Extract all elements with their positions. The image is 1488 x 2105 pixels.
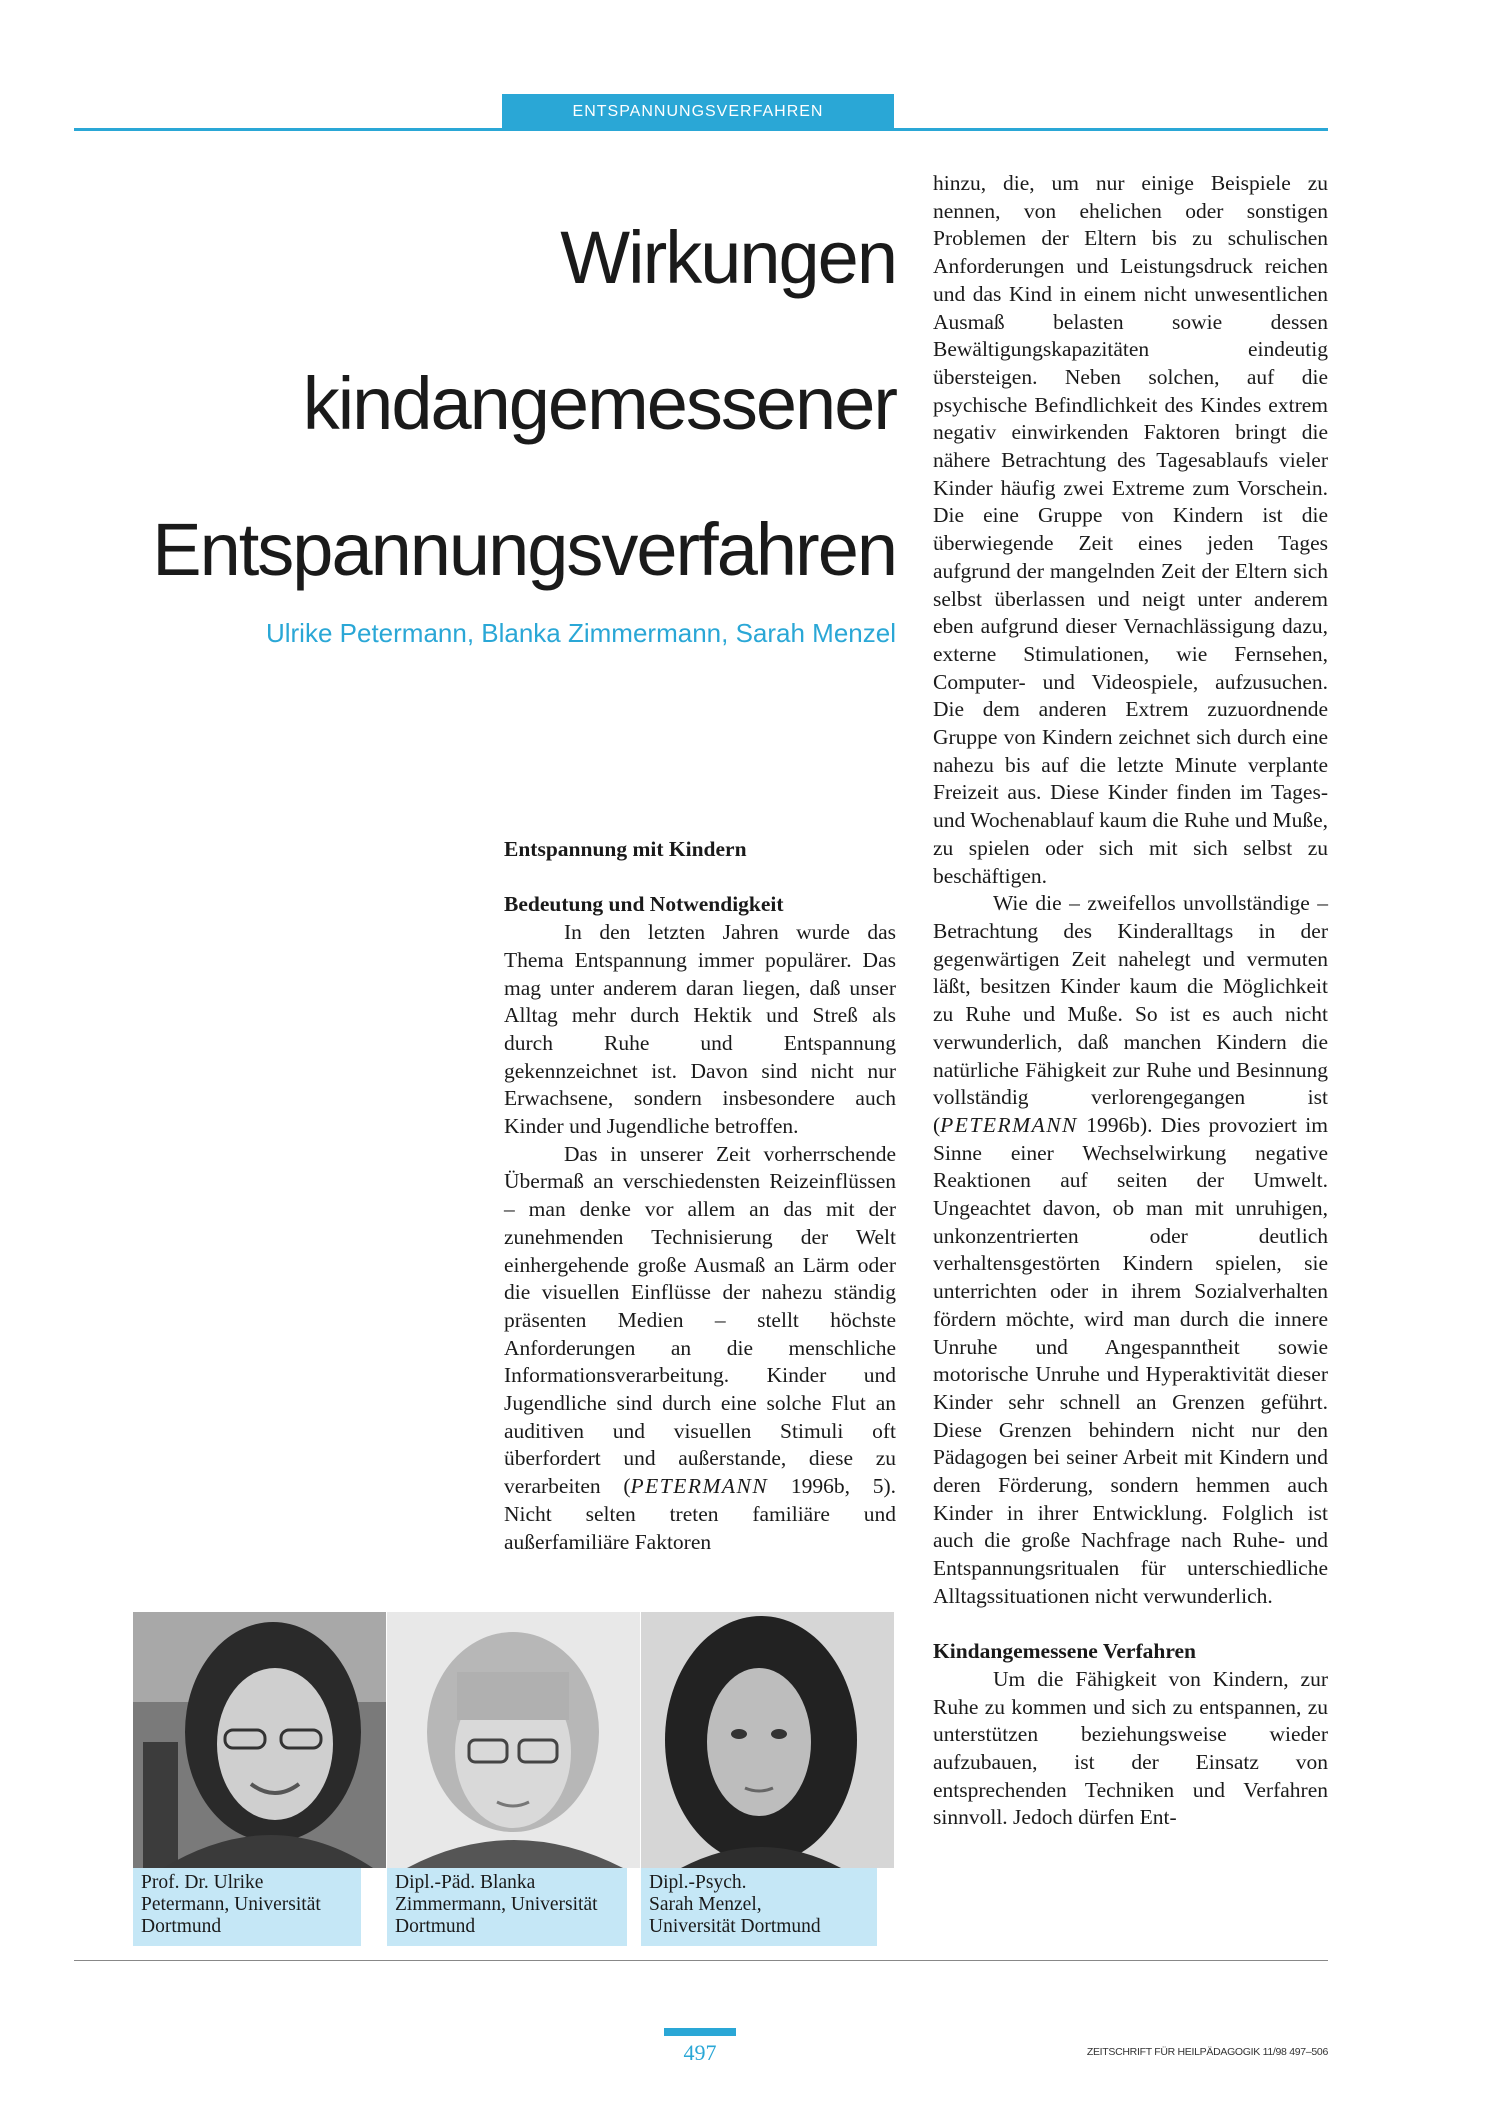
author-photo-petermann [133,1612,386,1868]
author-photos [133,1612,894,1946]
page-number-bar [664,2028,736,2036]
title-line-2: kindangemessener [302,362,896,445]
subsection-heading: Kindangemessene Verfahren [933,1639,1196,1664]
text-column-left [504,836,896,1556]
paragraph: In den letzten Jahren wurde das Thema Entspannung immer populärer. Das mag unter anderem daran liegen, daß unser Alltag mehr durch Hektik und Streß als durch Ruhe und Entspannung gekennzeichnet ist. Davon sind nicht nur Erwachsene, sondern insbesondere auch Kinder und Jugendliche betroffen. [504,920,896,1139]
page-number: 497 [683,2040,717,2065]
paragraph: Das in unserer Zeit vorherrschende Übermaß an verschiedensten Reizeinflüssen – man denke vor allem an das mit der zunehmenden Technisierung der Welt einhergehende große Ausmaß an Lärm oder die visuellen Einflüsse der nahezu ständig präsenten Medien – stellt höchste Anforderungen an die menschliche Informationsverarbeitung. Kinder und Jugendliche sind durch eine solche Flut an auditiven und visuellen Stimuli oft überfordert und außerstande, diese zu verarbeiten (PETERMANN 1996b, 5). Nicht selten treten familiäre und außerfamiliäre Faktoren [504,1141,896,1554]
citation-author: PETERMANN [940,1112,1078,1137]
subsection-heading: Bedeutung und Notwendigkeit [504,892,784,917]
paragraph: Wie die – zweifellos unvollständige – Betrachtung des Kinderalltags in der gegenwärtigen Zeit nahelegt und vermuten läßt, besitzen Kinder kaum die Möglichkeit zu Ruhe und Muße. So ist es auch nicht verwunderlich, daß manchen Kindern die natürliche Fähigkeit zur Ruhe und Besinnung vollständig verlorengegangen ist (PETERMANN 1996b). Dies provoziert im Sinne einer Wechselwirkung negative Reaktionen auf seiten der Umwelt. Ungeachtet davon, ob man mit unruhigen, unkonzentrierten oder deutlich verhaltensgestörten Kindern spielen, sie unterrichten oder in ihrem Sozialverhalten fördern möchte, wird man durch die innere Unruhe und Angespanntheit sowie motorische Unruhe und Hyperaktivität dieser Kinder sehr schnell an Grenzen geführt. Diese Grenzen behindern nicht nur den Pädagogen bei seiner Arbeit mit Kindern und deren Förderung, sondern hemmen auch Kinder in ihrer Entwicklung. Folglich ist auch die große Nachfrage nach Ruhe- und Entspannungsritualen für unterschiedliche Alltagssituationen nicht verwunderlich. [933,891,1328,1608]
paragraph: hinzu, die, um nur einige Beispiele zu nennen, von ehelichen oder sonstigen Problemen der Eltern bis zu schulischen Anforderungen und Leistungsdruck reichen und das Kind in einem nicht unwesentlichen Ausmaß belasten sowie dessen Bewältigungskapazitäten eindeutig übersteigen. Neben solchen, auf die psychische Befindlichkeit des Kindes extrem negativ einwirkenden Faktoren bringt die nähere Betrachtung des Tagesablaufs vieler Kinder häufig zwei Extreme zum Vorschein. Die eine Gruppe von Kindern ist die überwiegende Zeit eines jeden Tages aufgrund der mangelnden Zeit der Eltern sich selbst überlassen und neigt unter anderem eben aufgrund dieser Vernachlässigung dazu, externe Stimulationen, wie Fernsehen, Computer- und Videospiele, aufzusuchen. Die dem anderen Extrem zuzuordnende Gruppe von Kindern zeichnet sich durch eine nahezu bis auf die letzte Minute verplante Freizeit aus. Diese Kinder finden im Tages- und Wochenablauf kaum die Ruhe und Muße, zu spielen oder sich mit sich selbst zu beschäftigen. [933,171,1328,888]
section-label: ENTSPANNUNGSVERFAHREN [502,94,894,130]
paragraph: Um die Fähigkeit von Kindern, zur Ruhe zu kommen und sich zu entspannen, zu unterstützen beziehungsweise wieder aufzubauen, ist der Einsatz von entsprechenden Techniken und Verfahren sinnvoll. Jedoch dürfen Ent- [933,1666,1328,1830]
authors: Ulrike Petermann, Blanka Zimmermann, Sarah Menzel [265,618,896,648]
photo-caption: Dipl.-Psych. Sarah Menzel, Universität Dortmund [641,1868,877,1946]
citation-author: PETERMANN [630,1474,769,1499]
author-photo-zimmermann [387,1612,640,1868]
title-line-3: Entspannungsverfahren [152,508,896,591]
article-title [100,185,896,623]
photo-caption: Prof. Dr. Ulrike Petermann, Universität Dortmund [133,1868,361,1946]
journal-reference: ZEITSCHRIFT FÜR HEILPÄDAGOGIK 11/98 497–506 [1086,2046,1328,2058]
footer-rule [74,1960,1328,1961]
section-heading: Entspannung mit Kindern [504,837,747,861]
photo-caption: Dipl.-Päd. Blanka Zimmermann, Universität Dortmund [387,1868,627,1946]
header-rule [74,128,1328,131]
author-photo-menzel [641,1612,894,1868]
title-line-1: Wirkungen [560,216,896,299]
text-column-right [933,170,1328,1832]
